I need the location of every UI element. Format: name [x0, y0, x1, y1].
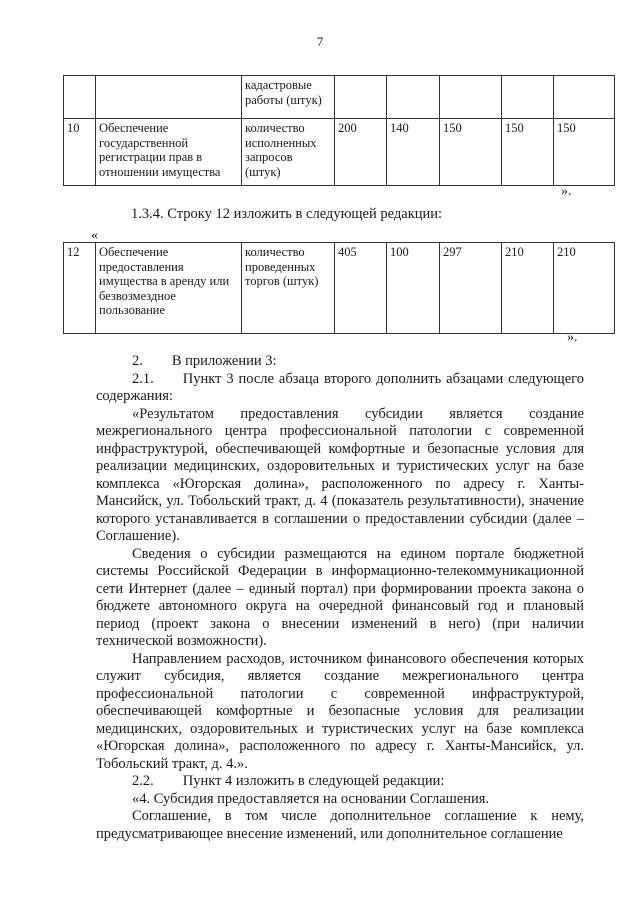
table-cell: 200: [335, 119, 387, 186]
table-top: [63, 75, 615, 186]
paragraph-point-4: «4. Субсидия предоставляется на основании Соглашения.: [132, 790, 490, 807]
heading-1-3-4: 1.3.4. Строку 12 изложить в следующей редакции:: [131, 206, 443, 222]
table-cell: количество проведенных торгов (штук): [242, 243, 335, 334]
table-cell: [387, 76, 440, 119]
table-cell: 150: [502, 119, 554, 186]
table-row: [64, 243, 615, 334]
closing-quote: ».: [567, 330, 578, 345]
page-number: 7: [316, 34, 324, 49]
opening-quote: «: [91, 228, 98, 243]
table-cell: [64, 76, 96, 119]
table-cell: [96, 76, 242, 119]
table-row: [64, 76, 615, 119]
table-cell: [502, 76, 554, 119]
table-cell: 150: [554, 119, 615, 186]
section-2-1: 2.1. Пункт 3 после абзаца второго дополнить абзацами следующего содержания:: [96, 370, 584, 404]
section-2: 2. В приложении 3:: [132, 353, 277, 369]
table-row-12: [63, 242, 615, 334]
table-cell: количество исполненных запросов (штук): [242, 119, 335, 186]
table-cell: 150: [440, 119, 502, 186]
body-text: [96, 353, 584, 843]
section-2-2: 2.2. Пункт 4 изложить в следующей редакции:: [132, 773, 445, 789]
table-cell: 100: [387, 243, 440, 334]
paragraph-agreement: Соглашение, в том числе дополнительное соглашение к нему, предусматривающее внесение изменений, или дополнительное соглашение: [96, 808, 584, 842]
table-cell: 405: [335, 243, 387, 334]
table-cell: Обеспечение предоставления имущества в аренду или безвозмездное пользование: [96, 243, 242, 334]
paragraph-expense-direction: Направлением расходов, источником финансового обеспечения которых служит субсидия, является создание межрегионального центра профессиональной патологии с современной инфраструктурой, обеспечивающей комфортные и безопасные условия для реализации медицинских, оздоровительных и туристических услуг на базе комплекса «Югорская долина», расположенного по адресу г. Ханты-Мансийск, ул. Тобольский тракт, д. 4.».: [96, 650, 584, 772]
table-cell: 10: [64, 119, 96, 186]
table-cell: 297: [440, 243, 502, 334]
table-cell: Обеспечение государственной регистрации прав в отношении имущества: [96, 119, 242, 186]
table-cell: [335, 76, 387, 119]
table-cell: 12: [64, 243, 96, 334]
table-cell: кадастровые работы (штук): [242, 76, 335, 119]
table-cell: 140: [387, 119, 440, 186]
table-cell: 210: [502, 243, 554, 334]
table-cell: [440, 76, 502, 119]
paragraph-result: «Результатом предоставления субсидии является создание межрегионального центра профессиональной патологии с современной инфраструктурой, обеспечивающей комфортные и безопасные условия для реализации медицинских, оздоровительных и туристических услуг на базе комплекса «Югорская долина», расположенного по адресу г. Ханты-Мансийск, ул. Тобольский тракт, д. 4 (показатель результативности), значение которого устанавливается в соглашении о предоставлении субсидии (далее – Соглашение).: [96, 405, 584, 544]
table-cell: [554, 76, 615, 119]
table-cell: 210: [554, 243, 615, 334]
closing-quote: ».: [561, 184, 572, 199]
table-row: [64, 119, 615, 186]
paragraph-portal-info: Сведения о субсидии размещаются на едином портале бюджетной системы Российской Федерации в информационно-телекоммуникационной сети Интернет (далее – единый портал) при формировании проекта закона о бюджете автономного округа на очередной финансовый год и плановый период (проект закона о внесении изменений в него) (при наличии технической возможности).: [96, 545, 584, 649]
